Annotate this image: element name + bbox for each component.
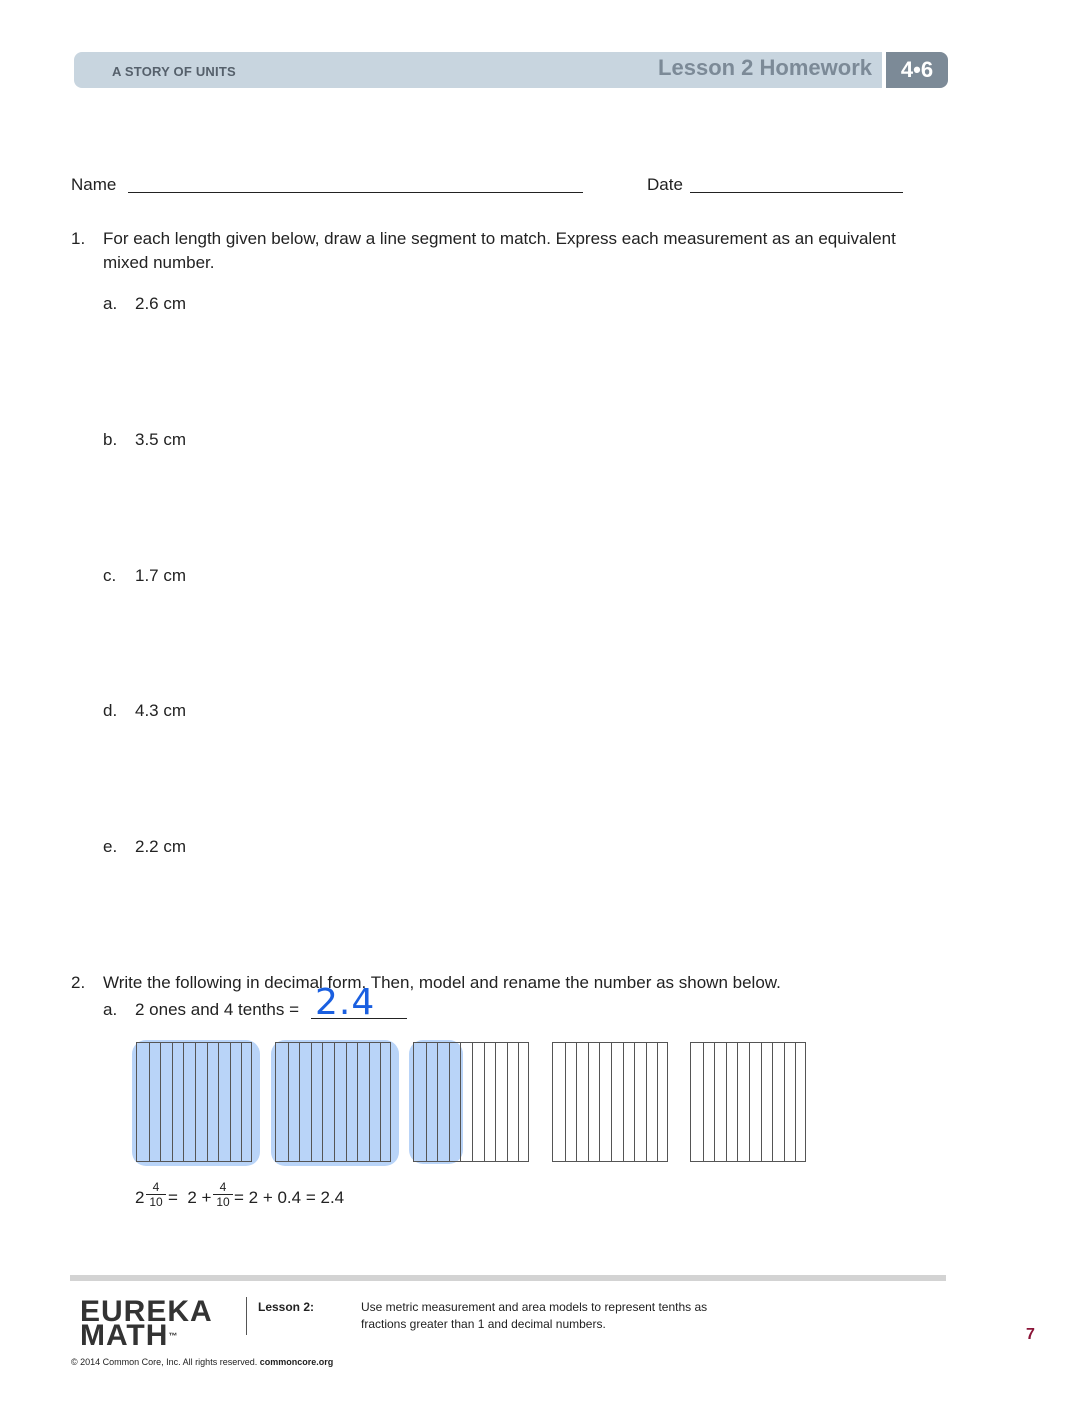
part-c-letter: c. (103, 566, 117, 585)
tenth-column-line (726, 1043, 727, 1161)
eureka-math-logo (80, 1295, 213, 1352)
part-a-value: 2.6 cm (135, 294, 187, 313)
eq-fraction2-numerator: 4 (213, 1180, 233, 1195)
lesson-title: Lesson 2 Homework (658, 55, 872, 80)
tenth-column-line (426, 1043, 427, 1161)
tenth-column-line (380, 1043, 381, 1161)
problem2-prompt: Write the following in decimal form. Then, model and rename the number as shown below. (103, 973, 781, 992)
date-field[interactable] (690, 192, 903, 193)
tenth-column-line (160, 1043, 161, 1161)
tenth-column-line (772, 1043, 773, 1161)
part-b-value: 3.5 cm (135, 430, 187, 449)
tenth-column-line (172, 1043, 173, 1161)
eq-middle: = 2 + (168, 1188, 212, 1207)
footer-lesson-label: Lesson 2: (258, 1300, 315, 1314)
part-c-value: 1.7 cm (135, 566, 187, 585)
problem1-prompt-line2: mixed number. (103, 253, 215, 272)
tenths-model-4 (552, 1042, 668, 1162)
tenth-column-line (460, 1043, 461, 1161)
tenths-model-3 (413, 1042, 529, 1162)
tenth-column-line (518, 1043, 519, 1161)
eq-fraction-2 (213, 1180, 233, 1209)
tenth-column-line (299, 1043, 300, 1161)
tenth-column-line (218, 1043, 219, 1161)
tenth-column-line (634, 1043, 635, 1161)
part-a-letter: a. (103, 294, 118, 313)
tenth-column-line (149, 1043, 150, 1161)
tenth-column-line (599, 1043, 600, 1161)
name-field[interactable] (128, 192, 583, 193)
problem2-a-letter: a. (103, 1000, 118, 1019)
part-d-value: 4.3 cm (135, 701, 187, 720)
tenth-column-line (207, 1043, 208, 1161)
problem2-a-text: 2 ones and 4 tenths = (135, 1000, 299, 1019)
tenth-column-line (195, 1043, 196, 1161)
tenth-column-line (784, 1043, 785, 1161)
tenth-column-line (657, 1043, 658, 1161)
series-title: A STORY OF UNITS (112, 64, 236, 79)
logo-tm: ™ (168, 1331, 179, 1341)
tenth-column-line (311, 1043, 312, 1161)
tenth-column-line (795, 1043, 796, 1161)
tenths-model-2 (275, 1042, 391, 1162)
date-label: Date (647, 175, 683, 194)
tenth-column-line (369, 1043, 370, 1161)
logo-line2: MATH (80, 1319, 169, 1352)
tenth-column-line (484, 1043, 485, 1161)
part-e-value: 2.2 cm (135, 837, 187, 856)
eq-whole: 2 (135, 1188, 145, 1207)
tenth-column-line (230, 1043, 231, 1161)
part-b-letter: b. (103, 430, 118, 449)
problem1-number: 1. (71, 229, 86, 248)
tenth-column-line (761, 1043, 762, 1161)
tenth-column-line (288, 1043, 289, 1161)
grade-module-badge: 4•6 (886, 52, 948, 88)
problem2-number: 2. (71, 973, 86, 992)
footer-objective-line1: Use metric measurement and area models to represent tenths as (361, 1300, 708, 1314)
name-label: Name (71, 175, 117, 194)
eq-fraction (146, 1180, 166, 1209)
tenth-column-line (322, 1043, 323, 1161)
tenth-column-line (449, 1043, 450, 1161)
tenth-column-line (565, 1043, 566, 1161)
tenth-column-line (241, 1043, 242, 1161)
footer-objective-line2: fractions greater than 1 and decimal numbers. (361, 1317, 606, 1331)
problem1-prompt-line1: For each length given below, draw a line segment to match. Express each measurement as an equivalent (103, 229, 896, 248)
tenth-column-line (437, 1043, 438, 1161)
tenth-column-line (183, 1043, 184, 1161)
footer-site-link[interactable]: commoncore.org (259, 1357, 334, 1367)
tenth-column-line (495, 1043, 496, 1161)
tenth-column-line (737, 1043, 738, 1161)
part-e-letter: e. (103, 837, 118, 856)
copyright-text: © 2014 Common Core, Inc. All rights reserved. (71, 1357, 258, 1367)
tenth-column-line (749, 1043, 750, 1161)
footer-rule (70, 1275, 946, 1281)
tenth-column-line (357, 1043, 358, 1161)
tenth-column-line (507, 1043, 508, 1161)
tenth-column-line (611, 1043, 612, 1161)
logo-line1: EUREKA (80, 1295, 213, 1328)
footer-divider (246, 1297, 247, 1335)
page-number: 7 (1026, 1326, 1035, 1343)
copyright (71, 1357, 333, 1367)
handwritten-answer: 2.4 (315, 982, 376, 1023)
tenth-column-line (623, 1043, 624, 1161)
eq-fraction-numerator: 4 (146, 1180, 166, 1195)
eq-fraction2-denominator: 10 (216, 1195, 230, 1209)
tenth-column-line (646, 1043, 647, 1161)
tenth-column-line (472, 1043, 473, 1161)
tenths-model-5 (690, 1042, 806, 1162)
tenth-column-line (334, 1043, 335, 1161)
part-d-letter: d. (103, 701, 118, 720)
tenth-column-line (714, 1043, 715, 1161)
eq-end: = 2 + 0.4 = 2.4 (234, 1188, 345, 1207)
tenth-column-line (588, 1043, 589, 1161)
eq-fraction-denominator: 10 (149, 1195, 163, 1209)
tenth-column-line (703, 1043, 704, 1161)
tenths-model-1 (136, 1042, 252, 1162)
tenth-column-line (576, 1043, 577, 1161)
tenth-column-line (346, 1043, 347, 1161)
